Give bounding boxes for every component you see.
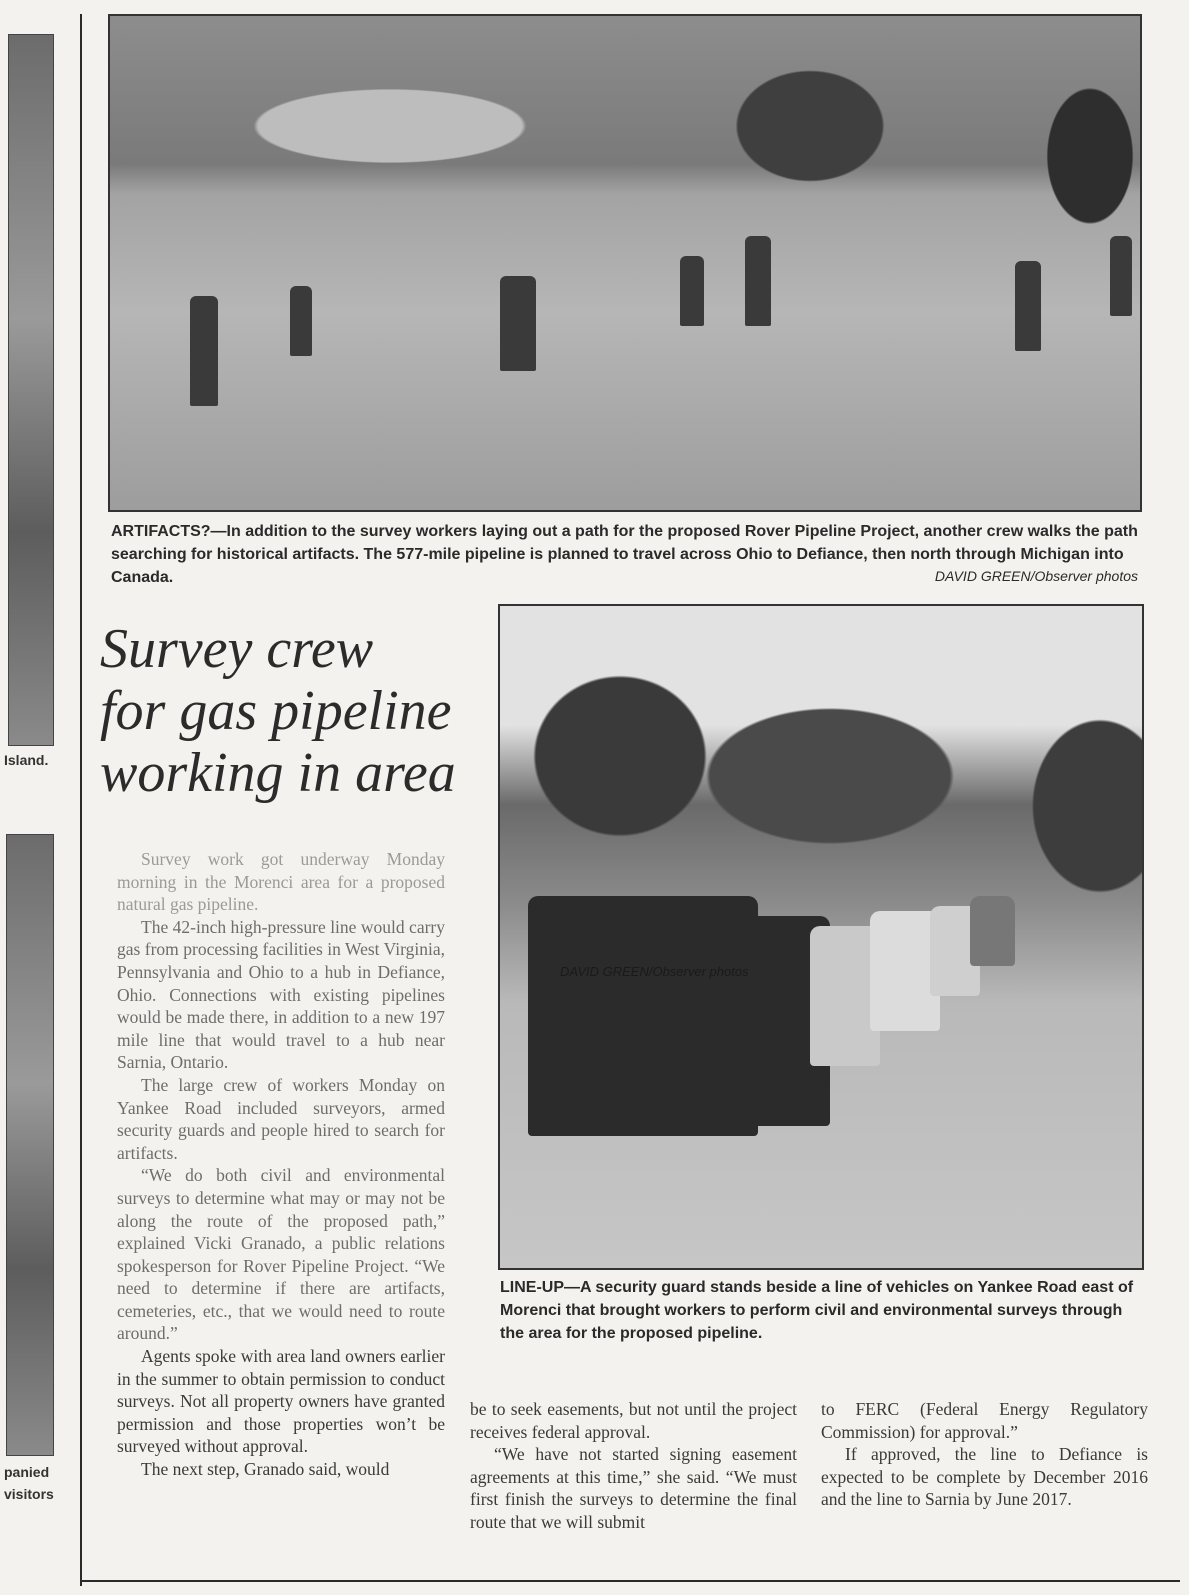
article-paragraph: The large crew of workers Monday on Yankee Road included surveyors, armed security guards and people hired to search for artifacts. [117,1074,445,1163]
worker-figure [680,256,704,326]
top-photo-credit: DAVID GREEN/Observer photos [934,568,1138,584]
article-paragraph: to FERC (Federal Energy Regulatory Commission) for approval.” [821,1399,1148,1442]
worker-figure [290,286,312,356]
headline-line-3: working in area [100,742,456,804]
top-photo-caption: ARTIFACTS?—In addition to the survey workers laying out a path for the proposed Rover Pipeline Project, another crew walks the path searching for historical artifacts. The 577-mile pipeline is planned to travel across Ohio to Defiance, then north through Michigan into Canada. [111,523,1138,586]
vehicle-line-photo [498,604,1144,1270]
article-paragraph: Survey work got underway Monday morning in the Morenci area for a proposed natural gas pipeline. [117,849,445,915]
article-paragraph: Agents spoke with area land owners earlier in the summer to obtain permission to conduct surveys. Not all property owners have granted permission and those properties won’t be surveyed without approval. [117,1346,445,1457]
column-rule [80,14,82,1586]
vehicle [970,896,1015,966]
survey-crew-photo [108,14,1142,512]
worker-figure [1015,261,1041,351]
article-paragraph: The next step, Granado said, would [141,1459,390,1480]
headline-line-1: Survey crew [100,618,374,680]
article-paragraph: The 42-inch high-pressure line would carry gas from processing facilities in West Virginia, Pennsylvania and Ohio to a hub in Defiance, Ohio. Connections with existing pipelines would be made there, in addition to a new 197 mile line that would travel to a hub near Sarnia, Ontario. [117,916,445,1073]
article-column-1 [117,848,445,1481]
article-paragraph: If approved, the line to Defiance is expected to be complete by December 2016 and the line to Sarnia by June 2017. [821,1444,1148,1510]
worker-figure [190,296,218,406]
worker-figure [745,236,771,326]
adjacent-fragment-visitors: visitors [4,1486,54,1502]
article-column-3 [821,1398,1148,1511]
article-paragraph: “We do both civil and environmental surveys to determine what may or may not be along the route of the proposed path,” explained Vicki Granado, a public relations spokesperson for Rover Pipeline Project. “We need to determine if there are artifacts, cemeteries, etc., that we would need to route around.” [117,1165,445,1344]
article-column-2 [470,1398,797,1534]
headline-line-2: for gas pipeline [100,680,452,742]
photo-watermark: DAVID GREEN/Observer photos [560,964,749,979]
worker-figure [500,276,536,371]
article-paragraph: be to seek easements, but not until the project receives federal approval. [470,1399,797,1442]
adjacent-fragment-island: Island. [4,752,49,768]
worker-figure [1110,236,1132,316]
second-photo-caption: LINE-UP—A security guard stands beside a line of vehicles on Yankee Road east of Morenci that brought workers to perform civil and environmental surveys through the area for the proposed pipeline. [500,1279,1134,1342]
headline [100,618,490,804]
article-paragraph: “We have not started signing easement agreements at this time,” she said. “We must first finish the surveys to determine the final route that we will submit [470,1444,797,1532]
adjacent-fragment-panied: panied [4,1464,50,1480]
adjacent-photo-top [8,34,54,746]
adjacent-photo-bottom [6,834,54,1456]
column-rule-bottom [80,1580,1180,1582]
